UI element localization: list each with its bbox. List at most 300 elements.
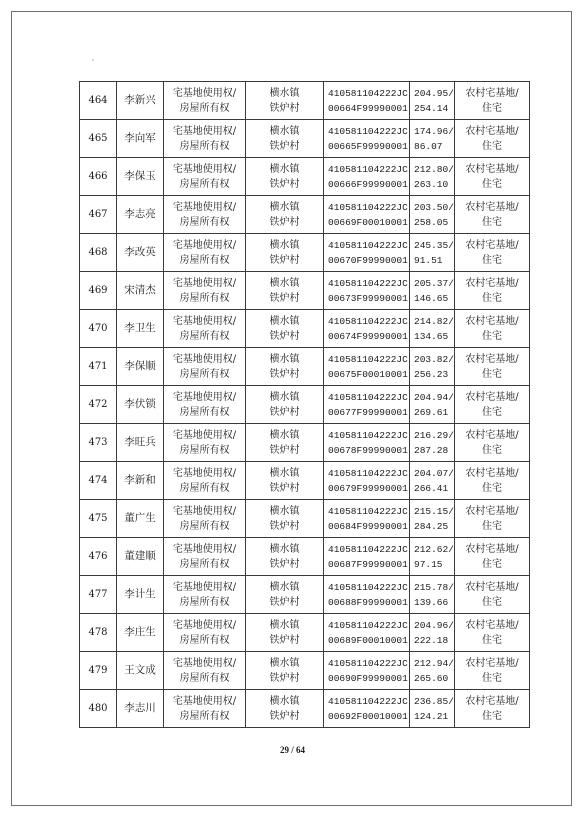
area-cell bbox=[410, 462, 455, 500]
unit-code-cell-line: 410581104222JC bbox=[328, 429, 408, 441]
land-use-cell-line: 住宅 bbox=[482, 330, 502, 342]
right-type-cell-line: 宅基地使用权/ bbox=[172, 543, 237, 555]
location-cell-line: 横水镇 bbox=[269, 125, 300, 137]
location-cell-line: 铁炉村 bbox=[269, 634, 300, 646]
area-cell-line: 174.96/ bbox=[414, 125, 454, 137]
row-number-cell-line: 469 bbox=[88, 285, 108, 296]
area-cell-line: 204.96/ bbox=[414, 619, 454, 631]
owner-name-cell-line: 董广生 bbox=[124, 512, 156, 524]
owner-name-cell bbox=[117, 272, 164, 310]
location-cell bbox=[246, 310, 324, 348]
unit-code-cell-line: 410581104222JC bbox=[328, 505, 408, 517]
area-cell-line: 204.94/ bbox=[414, 391, 454, 403]
land-use-cell-line: 农村宅基地/ bbox=[465, 543, 519, 555]
location-cell-line: 横水镇 bbox=[269, 315, 300, 327]
right-type-cell bbox=[164, 386, 246, 424]
unit-code-cell-line: 00669F00010001 bbox=[328, 216, 408, 228]
land-use-cell-line: 住宅 bbox=[482, 368, 502, 380]
area-cell-line: 91.51 bbox=[414, 254, 443, 266]
area-cell-line: 204.07/ bbox=[414, 467, 454, 479]
table-row bbox=[80, 424, 530, 462]
row-number-cell-line: 477 bbox=[88, 589, 108, 600]
row-number-cell bbox=[80, 690, 117, 728]
owner-name-cell bbox=[117, 500, 164, 538]
row-number-cell-line: 470 bbox=[88, 323, 108, 334]
right-type-cell-line: 房屋所有权 bbox=[179, 520, 230, 532]
land-use-cell-line: 农村宅基地/ bbox=[465, 581, 519, 593]
unit-code-cell bbox=[324, 196, 410, 234]
table-row bbox=[80, 462, 530, 500]
owner-name-cell bbox=[117, 120, 164, 158]
land-use-cell-line: 农村宅基地/ bbox=[465, 657, 519, 669]
owner-name-cell-line: 李志亮 bbox=[124, 208, 156, 220]
area-cell bbox=[410, 538, 455, 576]
land-use-cell bbox=[455, 538, 530, 576]
row-number-cell bbox=[80, 234, 117, 272]
location-cell-line: 横水镇 bbox=[269, 543, 300, 555]
area-cell-line: 216.29/ bbox=[414, 429, 454, 441]
location-cell-line: 铁炉村 bbox=[269, 216, 300, 228]
unit-code-cell bbox=[324, 386, 410, 424]
unit-code-cell-line: 00690F99990001 bbox=[328, 672, 408, 684]
location-cell-line: 铁炉村 bbox=[269, 368, 300, 380]
owner-name-cell-line: 李保玉 bbox=[124, 170, 156, 182]
row-number-cell-line: 467 bbox=[88, 209, 108, 220]
unit-code-cell bbox=[324, 576, 410, 614]
area-cell-line: 212.80/ bbox=[414, 163, 454, 175]
land-use-cell bbox=[455, 348, 530, 386]
table-row bbox=[80, 614, 530, 652]
location-cell-line: 铁炉村 bbox=[269, 596, 300, 608]
land-use-cell-line: 农村宅基地/ bbox=[465, 391, 519, 403]
right-type-cell-line: 宅基地使用权/ bbox=[172, 277, 237, 289]
registration-table bbox=[79, 81, 530, 728]
land-use-cell bbox=[455, 234, 530, 272]
table-row bbox=[80, 500, 530, 538]
unit-code-cell-line: 00688F99990001 bbox=[328, 596, 408, 608]
unit-code-cell-line: 410581104222JC bbox=[328, 695, 408, 707]
land-use-cell bbox=[455, 500, 530, 538]
row-number-cell bbox=[80, 614, 117, 652]
row-number-cell-line: 478 bbox=[88, 627, 108, 638]
row-number-cell bbox=[80, 462, 117, 500]
row-number-cell bbox=[80, 348, 117, 386]
row-number-cell-line: 474 bbox=[88, 475, 108, 486]
right-type-cell-line: 宅基地使用权/ bbox=[172, 353, 237, 365]
area-cell-line: 269.61 bbox=[414, 406, 449, 418]
right-type-cell-line: 宅基地使用权/ bbox=[172, 429, 237, 441]
land-use-cell-line: 农村宅基地/ bbox=[465, 695, 519, 707]
unit-code-cell bbox=[324, 462, 410, 500]
land-use-cell bbox=[455, 652, 530, 690]
land-use-cell-line: 住宅 bbox=[482, 672, 502, 684]
land-use-cell-line: 农村宅基地/ bbox=[465, 429, 519, 441]
right-type-cell-line: 宅基地使用权/ bbox=[172, 239, 237, 251]
owner-name-cell bbox=[117, 576, 164, 614]
row-number-cell bbox=[80, 158, 117, 196]
land-use-cell bbox=[455, 386, 530, 424]
row-number-cell-line: 472 bbox=[88, 399, 108, 410]
table-row bbox=[80, 234, 530, 272]
unit-code-cell-line: 410581104222JC bbox=[328, 87, 408, 99]
right-type-cell bbox=[164, 690, 246, 728]
right-type-cell bbox=[164, 614, 246, 652]
area-cell-line: 245.35/ bbox=[414, 239, 454, 251]
right-type-cell bbox=[164, 538, 246, 576]
location-cell-line: 横水镇 bbox=[269, 581, 300, 593]
right-type-cell-line: 宅基地使用权/ bbox=[172, 391, 237, 403]
unit-code-cell bbox=[324, 348, 410, 386]
table-row bbox=[80, 576, 530, 614]
land-use-cell-line: 农村宅基地/ bbox=[465, 467, 519, 479]
area-cell bbox=[410, 196, 455, 234]
right-type-cell bbox=[164, 576, 246, 614]
land-use-cell bbox=[455, 272, 530, 310]
location-cell-line: 铁炉村 bbox=[269, 102, 300, 114]
land-use-cell bbox=[455, 424, 530, 462]
right-type-cell bbox=[164, 310, 246, 348]
area-cell bbox=[410, 348, 455, 386]
owner-name-cell bbox=[117, 690, 164, 728]
table-row bbox=[80, 310, 530, 348]
row-number-cell-line: 476 bbox=[88, 551, 108, 562]
owner-name-cell-line: 董建顺 bbox=[124, 550, 156, 562]
area-cell-line: 212.62/ bbox=[414, 543, 454, 555]
owner-name-cell-line: 李卫生 bbox=[124, 322, 156, 334]
area-cell bbox=[410, 652, 455, 690]
unit-code-cell-line: 410581104222JC bbox=[328, 657, 408, 669]
land-use-cell bbox=[455, 82, 530, 120]
unit-code-cell-line: 00679F99990001 bbox=[328, 482, 408, 494]
land-use-cell bbox=[455, 576, 530, 614]
area-cell-line: 134.65 bbox=[414, 330, 449, 342]
area-cell-line: 215.15/ bbox=[414, 505, 454, 517]
right-type-cell bbox=[164, 462, 246, 500]
right-type-cell-line: 宅基地使用权/ bbox=[172, 87, 237, 99]
right-type-cell-line: 房屋所有权 bbox=[179, 482, 230, 494]
land-use-cell-line: 住宅 bbox=[482, 178, 502, 190]
row-number-cell-line: 465 bbox=[88, 133, 108, 144]
area-cell bbox=[410, 310, 455, 348]
area-cell-line: 284.25 bbox=[414, 520, 449, 532]
area-cell-line: 97.15 bbox=[414, 558, 443, 570]
owner-name-cell-line: 李保顺 bbox=[124, 360, 156, 372]
row-number-cell bbox=[80, 196, 117, 234]
row-number-cell bbox=[80, 576, 117, 614]
owner-name-cell bbox=[117, 310, 164, 348]
land-use-cell-line: 住宅 bbox=[482, 482, 502, 494]
right-type-cell bbox=[164, 348, 246, 386]
location-cell-line: 横水镇 bbox=[269, 695, 300, 707]
area-cell bbox=[410, 614, 455, 652]
unit-code-cell-line: 00673F99990001 bbox=[328, 292, 408, 304]
owner-name-cell-line: 李向军 bbox=[124, 132, 156, 144]
document-page bbox=[11, 11, 572, 806]
row-number-cell-line: 479 bbox=[88, 665, 108, 676]
area-cell bbox=[410, 424, 455, 462]
row-number-cell-line: 466 bbox=[88, 171, 108, 182]
right-type-cell-line: 房屋所有权 bbox=[179, 710, 230, 722]
land-use-cell bbox=[455, 614, 530, 652]
location-cell-line: 铁炉村 bbox=[269, 178, 300, 190]
location-cell bbox=[246, 500, 324, 538]
unit-code-cell bbox=[324, 120, 410, 158]
land-use-cell bbox=[455, 462, 530, 500]
location-cell bbox=[246, 386, 324, 424]
unit-code-cell-line: 410581104222JC bbox=[328, 581, 408, 593]
land-use-cell-line: 农村宅基地/ bbox=[465, 239, 519, 251]
land-use-cell-line: 农村宅基地/ bbox=[465, 163, 519, 175]
unit-code-cell-line: 00664F99990001 bbox=[328, 102, 408, 114]
land-use-cell-line: 住宅 bbox=[482, 520, 502, 532]
unit-code-cell bbox=[324, 82, 410, 120]
right-type-cell bbox=[164, 196, 246, 234]
table-row bbox=[80, 348, 530, 386]
table-row bbox=[80, 158, 530, 196]
right-type-cell-line: 房屋所有权 bbox=[179, 558, 230, 570]
location-cell bbox=[246, 158, 324, 196]
location-cell bbox=[246, 576, 324, 614]
owner-name-cell-line: 李新兴 bbox=[124, 94, 156, 106]
right-type-cell-line: 房屋所有权 bbox=[179, 102, 230, 114]
unit-code-cell-line: 410581104222JC bbox=[328, 543, 408, 555]
location-cell-line: 横水镇 bbox=[269, 277, 300, 289]
unit-code-cell-line: 00675F00010001 bbox=[328, 368, 408, 380]
unit-code-cell-line: 00665F99990001 bbox=[328, 140, 408, 152]
unit-code-cell-line: 00670F99990001 bbox=[328, 254, 408, 266]
land-use-cell-line: 住宅 bbox=[482, 254, 502, 266]
location-cell-line: 横水镇 bbox=[269, 467, 300, 479]
land-use-cell bbox=[455, 690, 530, 728]
area-cell-line: 287.28 bbox=[414, 444, 449, 456]
location-cell-line: 铁炉村 bbox=[269, 558, 300, 570]
location-cell-line: 横水镇 bbox=[269, 239, 300, 251]
area-cell-line: 204.95/ bbox=[414, 87, 454, 99]
right-type-cell-line: 宅基地使用权/ bbox=[172, 695, 237, 707]
unit-code-cell bbox=[324, 690, 410, 728]
row-number-cell-line: 468 bbox=[88, 247, 108, 258]
land-use-cell-line: 住宅 bbox=[482, 292, 502, 304]
land-use-cell-line: 农村宅基地/ bbox=[465, 353, 519, 365]
location-cell-line: 铁炉村 bbox=[269, 254, 300, 266]
location-cell bbox=[246, 538, 324, 576]
location-cell bbox=[246, 614, 324, 652]
area-cell bbox=[410, 690, 455, 728]
unit-code-cell bbox=[324, 652, 410, 690]
unit-code-cell bbox=[324, 234, 410, 272]
right-type-cell-line: 房屋所有权 bbox=[179, 254, 230, 266]
owner-name-cell bbox=[117, 462, 164, 500]
unit-code-cell-line: 00689F00010001 bbox=[328, 634, 408, 646]
right-type-cell-line: 宅基地使用权/ bbox=[172, 581, 237, 593]
owner-name-cell-line: 李伏锁 bbox=[124, 398, 156, 410]
unit-code-cell-line: 00692F00010001 bbox=[328, 710, 408, 722]
row-number-cell bbox=[80, 272, 117, 310]
right-type-cell bbox=[164, 158, 246, 196]
area-cell-line: 256.23 bbox=[414, 368, 449, 380]
right-type-cell-line: 宅基地使用权/ bbox=[172, 125, 237, 137]
area-cell bbox=[410, 234, 455, 272]
owner-name-cell bbox=[117, 614, 164, 652]
land-use-cell-line: 住宅 bbox=[482, 140, 502, 152]
table-row bbox=[80, 82, 530, 120]
location-cell-line: 铁炉村 bbox=[269, 444, 300, 456]
area-cell-line: 205.37/ bbox=[414, 277, 454, 289]
table-row bbox=[80, 272, 530, 310]
land-use-cell-line: 住宅 bbox=[482, 596, 502, 608]
unit-code-cell-line: 410581104222JC bbox=[328, 201, 408, 213]
owner-name-cell-line: 李新和 bbox=[124, 474, 156, 486]
owner-name-cell bbox=[117, 538, 164, 576]
land-use-cell-line: 住宅 bbox=[482, 102, 502, 114]
row-number-cell bbox=[80, 500, 117, 538]
unit-code-cell-line: 00678F99990001 bbox=[328, 444, 408, 456]
location-cell bbox=[246, 82, 324, 120]
land-use-cell-line: 农村宅基地/ bbox=[465, 277, 519, 289]
table-row bbox=[80, 120, 530, 158]
land-use-cell-line: 住宅 bbox=[482, 406, 502, 418]
right-type-cell-line: 房屋所有权 bbox=[179, 672, 230, 684]
area-cell-line: 258.05 bbox=[414, 216, 449, 228]
unit-code-cell-line: 410581104222JC bbox=[328, 163, 408, 175]
unit-code-cell-line: 410581104222JC bbox=[328, 315, 408, 327]
owner-name-cell-line: 李改英 bbox=[124, 246, 156, 258]
right-type-cell-line: 宅基地使用权/ bbox=[172, 201, 237, 213]
location-cell bbox=[246, 234, 324, 272]
location-cell-line: 横水镇 bbox=[269, 429, 300, 441]
row-number-cell-line: 475 bbox=[88, 513, 108, 524]
land-use-cell-line: 农村宅基地/ bbox=[465, 87, 519, 99]
right-type-cell-line: 宅基地使用权/ bbox=[172, 619, 237, 631]
right-type-cell-line: 宅基地使用权/ bbox=[172, 315, 237, 327]
unit-code-cell bbox=[324, 310, 410, 348]
unit-code-cell bbox=[324, 424, 410, 462]
land-use-cell-line: 住宅 bbox=[482, 634, 502, 646]
row-number-cell bbox=[80, 538, 117, 576]
owner-name-cell-line: 宋清杰 bbox=[124, 284, 156, 296]
area-cell bbox=[410, 158, 455, 196]
location-cell-line: 铁炉村 bbox=[269, 710, 300, 722]
right-type-cell-line: 房屋所有权 bbox=[179, 330, 230, 342]
row-number-cell bbox=[80, 82, 117, 120]
area-cell-line: 212.94/ bbox=[414, 657, 454, 669]
table-row bbox=[80, 538, 530, 576]
owner-name-cell-line: 李计生 bbox=[124, 588, 156, 600]
location-cell bbox=[246, 424, 324, 462]
location-cell bbox=[246, 652, 324, 690]
right-type-cell-line: 房屋所有权 bbox=[179, 178, 230, 190]
unit-code-cell bbox=[324, 538, 410, 576]
area-cell bbox=[410, 500, 455, 538]
location-cell-line: 铁炉村 bbox=[269, 140, 300, 152]
owner-name-cell-line: 李旺兵 bbox=[124, 436, 156, 448]
land-use-cell bbox=[455, 196, 530, 234]
row-number-cell bbox=[80, 120, 117, 158]
unit-code-cell bbox=[324, 272, 410, 310]
location-cell-line: 铁炉村 bbox=[269, 330, 300, 342]
right-type-cell-line: 房屋所有权 bbox=[179, 596, 230, 608]
location-cell-line: 铁炉村 bbox=[269, 406, 300, 418]
right-type-cell bbox=[164, 82, 246, 120]
area-cell bbox=[410, 120, 455, 158]
right-type-cell-line: 房屋所有权 bbox=[179, 634, 230, 646]
right-type-cell bbox=[164, 272, 246, 310]
area-cell-line: 215.78/ bbox=[414, 581, 454, 593]
owner-name-cell bbox=[117, 348, 164, 386]
owner-name-cell bbox=[117, 158, 164, 196]
owner-name-cell bbox=[117, 386, 164, 424]
land-use-cell-line: 农村宅基地/ bbox=[465, 315, 519, 327]
right-type-cell bbox=[164, 120, 246, 158]
unit-code-cell-line: 410581104222JC bbox=[328, 391, 408, 403]
location-cell bbox=[246, 462, 324, 500]
location-cell-line: 横水镇 bbox=[269, 201, 300, 213]
area-cell-line: 86.07 bbox=[414, 140, 443, 152]
row-number-cell bbox=[80, 386, 117, 424]
row-number-cell-line: 480 bbox=[88, 703, 108, 714]
land-use-cell-line: 农村宅基地/ bbox=[465, 125, 519, 137]
location-cell-line: 铁炉村 bbox=[269, 482, 300, 494]
right-type-cell bbox=[164, 652, 246, 690]
location-cell bbox=[246, 348, 324, 386]
page-number: 29 / 64 bbox=[279, 745, 305, 755]
right-type-cell-line: 宅基地使用权/ bbox=[172, 657, 237, 669]
location-cell-line: 铁炉村 bbox=[269, 672, 300, 684]
right-type-cell-line: 房屋所有权 bbox=[179, 292, 230, 304]
row-number-cell-line: 464 bbox=[88, 95, 108, 106]
right-type-cell-line: 房屋所有权 bbox=[179, 140, 230, 152]
area-cell bbox=[410, 82, 455, 120]
owner-name-cell bbox=[117, 196, 164, 234]
land-use-cell bbox=[455, 158, 530, 196]
unit-code-cell bbox=[324, 158, 410, 196]
unit-code-cell-line: 00684F99990001 bbox=[328, 520, 408, 532]
land-use-cell-line: 住宅 bbox=[482, 216, 502, 228]
location-cell bbox=[246, 196, 324, 234]
unit-code-cell-line: 410581104222JC bbox=[328, 619, 408, 631]
area-cell-line: 214.82/ bbox=[414, 315, 454, 327]
area-cell-line: 203.50/ bbox=[414, 201, 454, 213]
area-cell bbox=[410, 272, 455, 310]
area-cell bbox=[410, 386, 455, 424]
right-type-cell bbox=[164, 234, 246, 272]
unit-code-cell-line: 00666F99990001 bbox=[328, 178, 408, 190]
location-cell bbox=[246, 120, 324, 158]
location-cell-line: 横水镇 bbox=[269, 163, 300, 175]
owner-name-cell bbox=[117, 424, 164, 462]
area-cell-line: 124.21 bbox=[414, 710, 449, 722]
location-cell-line: 铁炉村 bbox=[269, 520, 300, 532]
area-cell-line: 263.10 bbox=[414, 178, 449, 190]
area-cell-line: 266.41 bbox=[414, 482, 449, 494]
owner-name-cell-line: 李庄生 bbox=[124, 626, 156, 638]
location-cell-line: 横水镇 bbox=[269, 505, 300, 517]
unit-code-cell-line: 410581104222JC bbox=[328, 353, 408, 365]
area-cell bbox=[410, 576, 455, 614]
unit-code-cell-line: 00687F99990001 bbox=[328, 558, 408, 570]
location-cell-line: 横水镇 bbox=[269, 87, 300, 99]
area-cell-line: 265.60 bbox=[414, 672, 449, 684]
unit-code-cell-line: 410581104222JC bbox=[328, 239, 408, 251]
location-cell-line: 横水镇 bbox=[269, 391, 300, 403]
owner-name-cell bbox=[117, 234, 164, 272]
right-type-cell-line: 宅基地使用权/ bbox=[172, 505, 237, 517]
table-row bbox=[80, 652, 530, 690]
row-number-cell bbox=[80, 652, 117, 690]
land-use-cell-line: 农村宅基地/ bbox=[465, 201, 519, 213]
area-cell-line: 139.66 bbox=[414, 596, 449, 608]
area-cell-line: 203.82/ bbox=[414, 353, 454, 365]
